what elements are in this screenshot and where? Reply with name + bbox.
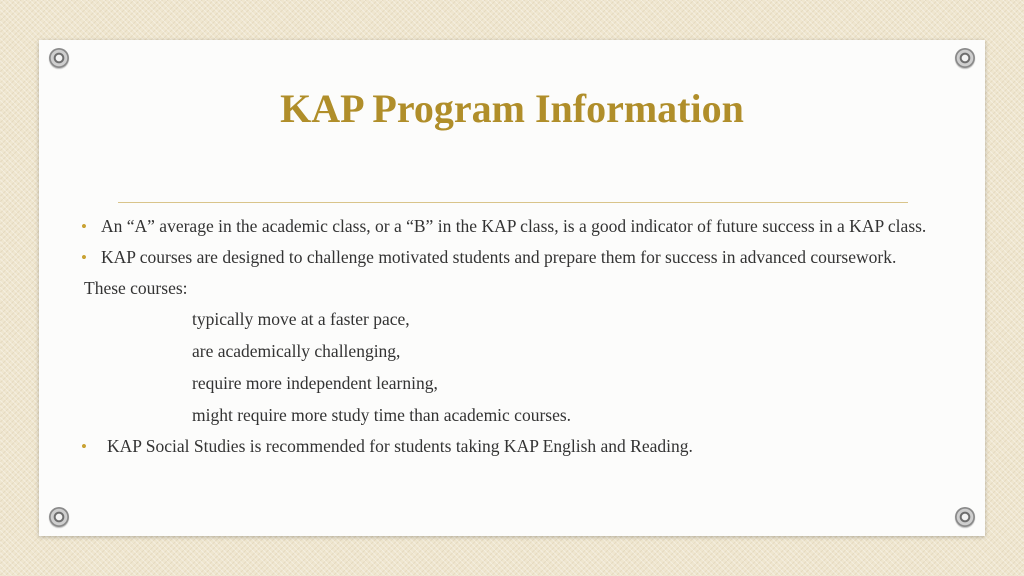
list-item: are academically challenging, bbox=[192, 341, 401, 361]
screw-icon bbox=[49, 507, 69, 527]
slide-body bbox=[81, 216, 961, 457]
slide-title: KAP Program Information bbox=[280, 86, 744, 131]
bullet-item: • KAP courses are designed to challenge motivated students and prepare them for success in advanced coursework. bbox=[81, 247, 961, 268]
bullet-item: • KAP Social Studies is recommended for students taking KAP English and Reading. bbox=[81, 436, 961, 457]
list-item: might require more study time than academic courses. bbox=[192, 405, 572, 425]
screw-icon bbox=[955, 48, 975, 68]
screw-icon bbox=[955, 507, 975, 527]
list-item: require more independent learning, bbox=[192, 373, 438, 393]
slide-card bbox=[39, 40, 985, 536]
title-divider bbox=[118, 202, 908, 203]
list-item: typically move at a faster pace, bbox=[192, 309, 410, 329]
course-traits-list bbox=[81, 309, 961, 437]
bullet-item: • An “A” average in the academic class, or a “B” in the KAP class, is a good indicator of future success in a KAP class. bbox=[81, 216, 961, 237]
screw-icon bbox=[49, 48, 69, 68]
courses-heading: These courses: bbox=[84, 278, 188, 298]
